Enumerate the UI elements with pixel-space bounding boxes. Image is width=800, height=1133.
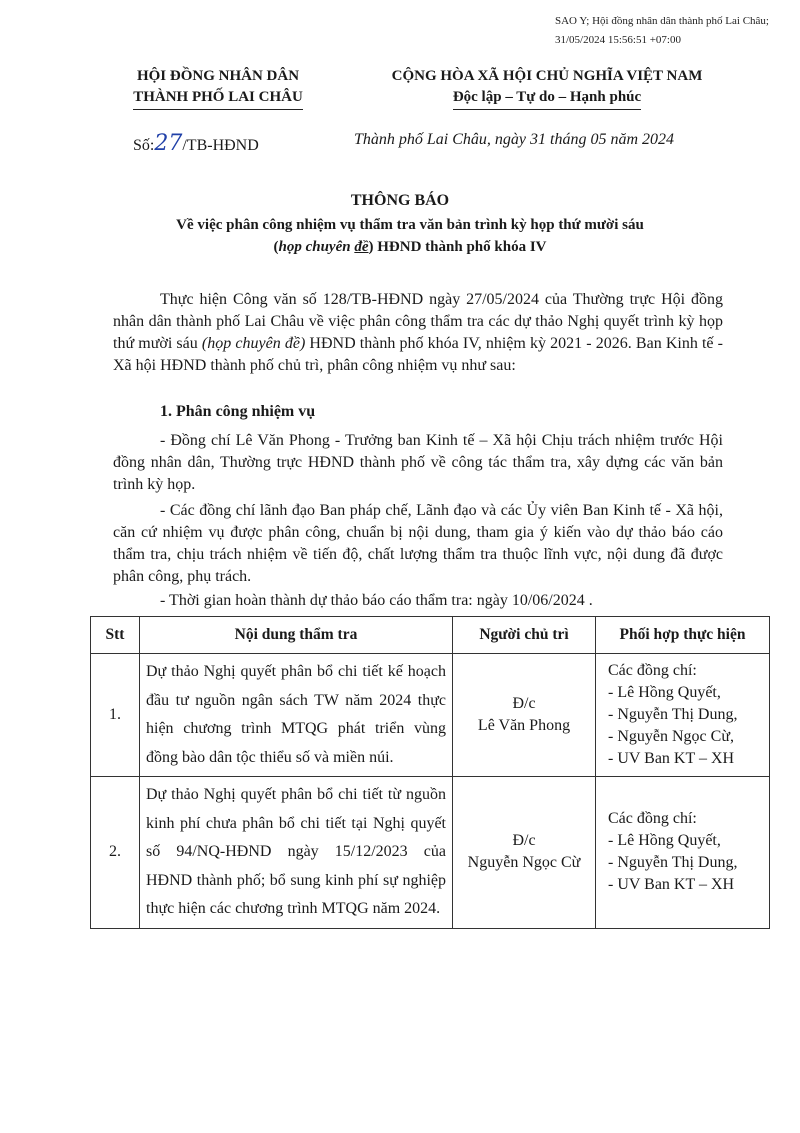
subtitle-line-1: Về việc phân công nhiệm vụ thẩm tra văn bản trình kỳ họp thứ mười sáu [176, 217, 644, 233]
row-coop [596, 654, 770, 777]
doc-number-handwritten: 27 [154, 131, 183, 156]
org-line-1: HỘI ĐỒNG NHÂN DÂN [136, 68, 300, 84]
coop-line: - Nguyễn Ngọc Cừ, [608, 728, 734, 745]
subtitle-italic-a: họp chuyên [278, 239, 355, 255]
national-motto: Độc lập – Tự do – Hạnh phúc [453, 87, 641, 110]
assignment-table [90, 616, 770, 929]
subtitle-rest: HĐND thành phố khóa IV [373, 239, 547, 255]
row-coop [596, 777, 770, 929]
table-header-row [91, 617, 770, 654]
row-content: Dự thảo Nghị quyết phân bổ chi tiết từ nguồn kinh phí chưa phân bổ chi tiết tại Nghị quyết số 94/NQ-HĐND ngày 15/12/2023 của HĐND thành phố; bổ sung kinh phí sự nghiệp thực hiện các chương trình MTQG năm 2024. [140, 777, 453, 929]
header-host: Người chủ trì [453, 617, 596, 654]
subtitle-open-paren: ( [273, 239, 279, 255]
subtitle-line-2 [90, 236, 730, 258]
coop-line: - Lê Hồng Quyết, [608, 832, 721, 850]
coop-line: - Nguyễn Thị Dung, [608, 706, 738, 723]
host-name: Lê Văn Phong [477, 717, 571, 734]
coop-line: - Lê Hồng Quyết, [608, 684, 721, 701]
row-stt: 1. [91, 654, 140, 777]
document-number [133, 131, 259, 156]
org-line-2: THÀNH PHỐ LAI CHÂU [133, 87, 303, 110]
header-stt: Stt [91, 617, 140, 654]
intro-text-italic: (họp chuyên đề) [201, 335, 306, 352]
row-content: Dự thảo Nghị quyết phân bổ chi tiết kế hoạch đầu tư nguồn ngân sách TW năm 2024 thực hiện chương trình MTQG phát triển vùng đồng bào dân tộc thiểu số và miền núi. [140, 654, 453, 777]
row-stt: 2. [91, 777, 140, 929]
table-row [91, 654, 770, 777]
paragraph-members: - Các đồng chí lãnh đạo Ban pháp chế, Lãnh đạo và các Ủy viên Ban Kinh tế - Xã hội, căn cứ nhiệm vụ được phân công, chuẩn bị nội dung, tham gia ý kiến vào dự thảo báo cáo thẩm tra, chịu trách nhiệm về tiến độ, chất lượng thẩm tra thuộc lĩnh vực, nội dung đã được phân công, phụ trách. [113, 502, 723, 585]
host-name: Nguyễn Ngọc Cừ [467, 854, 581, 872]
national-header [338, 66, 756, 110]
stamp-line-1: SAO Y; Hội đồng nhân dân thành phố Lai Châu; [555, 15, 769, 27]
coop-line: - UV Ban KT – XH [608, 876, 735, 894]
intro-text-b: HĐND thành phố khóa IV, nhiệm kỳ 2021 - 2026. Ban Kinh tế - Xã hội HĐND thành phố chủ trì, phân công nhiệm vụ như sau: [113, 335, 724, 374]
header-content: Nội dung thẩm tra [140, 617, 453, 654]
paragraph-deadline: - Thời gian hoàn thành dự thảo báo cáo thẩm tra: ngày 10/06/2024 . [160, 592, 593, 609]
stamp-line-2: 31/05/2024 15:56:51 +07:00 [555, 34, 681, 46]
place-and-date: Thành phố Lai Châu, ngày 31 tháng 05 năm 2024 [354, 131, 675, 148]
host-title: Đ/c [512, 832, 536, 850]
coop-line: - UV Ban KT – XH [608, 750, 735, 767]
coop-line: Các đồng chí: [608, 662, 697, 679]
coop-line: Các đồng chí: [608, 810, 697, 828]
doc-number-prefix: Số: [133, 137, 155, 154]
header-coop: Phối hợp thực hiện [596, 617, 770, 654]
issuing-organization [98, 66, 338, 110]
subtitle-italic-b: đề [354, 239, 369, 255]
section-heading-1: 1. Phân công nhiệm vụ [160, 403, 316, 420]
doc-number-suffix: /TB-HĐND [182, 137, 259, 154]
table-row [91, 777, 770, 929]
paragraph-intro [113, 289, 723, 377]
nation-name: CỘNG HÒA XÃ HỘI CHỦ NGHĨA VIỆT NAM [391, 68, 703, 84]
document-title: THÔNG BÁO [350, 192, 450, 209]
paragraph-chair: - Đồng chí Lê Văn Phong - Trưởng ban Kinh tế – Xã hội Chịu trách nhiệm trước Hội đồng nhân dân, Thường trực HĐND thành phố về công tác thẩm tra, xây dựng các văn bản trình kỳ họp. [113, 432, 723, 493]
digital-copy-stamp [555, 12, 769, 50]
row-host [453, 777, 596, 929]
document-subtitle [90, 214, 730, 258]
row-host [453, 654, 596, 777]
intro-text-a: Thực hiện Công văn số 128/TB-HĐND ngày 27/05/2024 của Thường trực Hội đồng nhân dân thành phố Lai Châu về việc phân công thẩm tra các dự thảo Nghị quyết trình kỳ họp thứ mười sáu [113, 291, 723, 352]
coop-line: - Nguyễn Thị Dung, [608, 854, 738, 872]
subtitle-close-paren: ) [368, 239, 374, 255]
host-title: Đ/c [512, 695, 536, 712]
